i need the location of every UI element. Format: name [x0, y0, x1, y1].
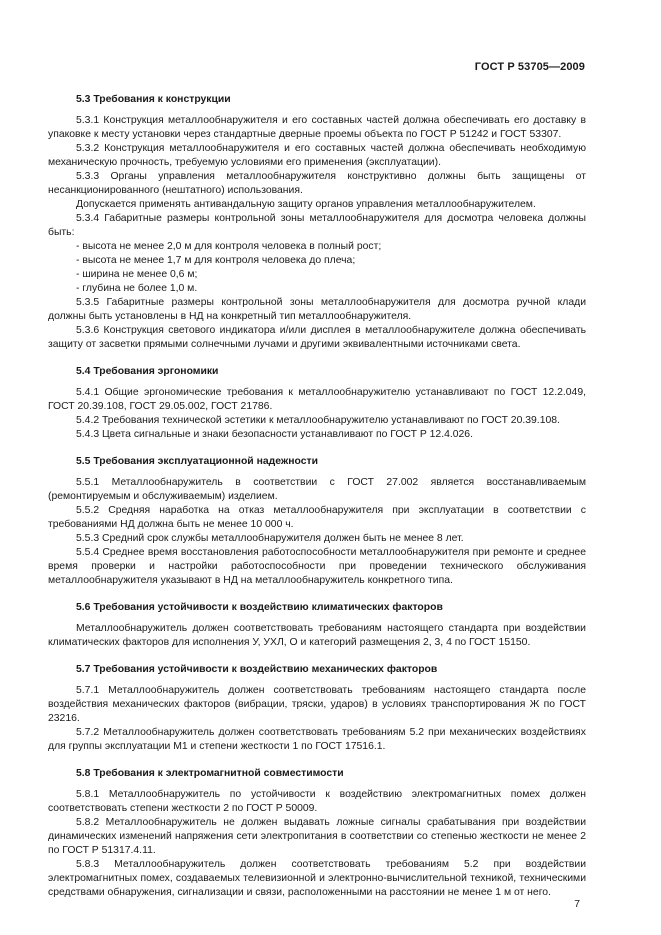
page-number: 7: [574, 899, 580, 910]
paragraph: 5.3.3 Органы управления металлообнаружителя конструктивно должны быть защищены от несанкционированного (нештатного) использования.: [48, 171, 586, 196]
paragraph: 5.5.2 Средняя наработка на отказ металлообнаружителя при эксплуатации в соответствии с требованиями НД должна быть не менее 10 000 ч.: [48, 505, 586, 530]
paragraph: 5.4.3 Цвета сигнальные и знаки безопасности устанавливают по ГОСТ Р 12.4.026.: [76, 429, 473, 440]
paragraph: 5.8.3 Металлообнаружитель должен соответствовать требованиям 5.2 при воздействии электромагнитных помех, создаваемых телевизионной и электронно-вычислительной техникой, техническими средствами обнаружения, сигнализации и связи, расположенными на расстоянии не менее 1 м от него.: [48, 859, 586, 898]
list-item: - ширина не менее 0,6 м;: [76, 269, 198, 280]
paragraph: 5.8.2 Металлообнаружитель не должен выдавать ложные сигналы срабатывания при воздействии динамических изменений напряжения сети электропитания в соответствии со степенью жесткости не менее 2 по ГОСТ Р 51317.4.11.: [48, 817, 586, 856]
paragraph: 5.4.2 Требования технической эстетики к металлообнаружителю устанавливают по ГОСТ 20.39.108.: [76, 415, 560, 426]
list-item: - высота не менее 1,7 м для контроля человека до плеча;: [76, 255, 356, 266]
paragraph: 5.8.1 Металлообнаружитель по устойчивости к воздействию электромагнитных помех должен соответствовать степени жесткости 2 по ГОСТ Р 50009.: [48, 789, 586, 814]
section-heading: 5.5 Требования эксплуатационной надежности: [76, 456, 318, 467]
paragraph: 5.7.1 Металлообнаружитель должен соответствовать требованиям настоящего стандарта после воздействия механических факторов (вибрации, тряски, ударов) в условиях транспортирования Ж по ГОСТ 23216.: [48, 685, 586, 724]
section-heading: 5.7 Требования устойчивости к воздействию механических факторов: [76, 664, 438, 675]
section: [48, 601, 586, 650]
paragraph: 5.4.1 Общие эргономические требования к металлообнаружителю устанавливают по ГОСТ 12.2.049, ГОСТ 20.39.108, ГОСТ 29.05.002, ГОСТ 21786.: [48, 387, 586, 412]
document-code: ГОСТ Р 53705—2009: [474, 61, 585, 73]
section: [48, 663, 586, 754]
paragraph: 5.3.2 Конструкция металлообнаружителя и его составных частей должна обеспечивать необходимую механическую прочность, требуемую условиями его применения (эксплуатации).: [48, 143, 586, 168]
paragraph: 5.3.6 Конструкция светового индикатора и/или дисплея в металлообнаружителе должна обеспечивать защиту от засветки прямыми солнечными лучами и другими эквивалентными источниками света.: [48, 325, 586, 350]
section-heading: 5.6 Требования устойчивости к воздействию климатических факторов: [76, 602, 443, 613]
paragraph: 5.5.3 Средний срок службы металлообнаружителя должен быть не менее 8 лет.: [76, 533, 464, 544]
section-heading: 5.3 Требования к конструкции: [76, 94, 231, 105]
paragraph: 5.3.4 Габаритные размеры контрольной зоны металлообнаружителя для досмотра человека должны быть:: [48, 213, 586, 238]
paragraph: 5.3.1 Конструкция металлообнаружителя и его составных частей должна обеспечивать его доставку в упаковке к месту установки через стандартные дверные проемы объекта по ГОСТ Р 51242 и ГОСТ 53307.: [48, 115, 586, 140]
section: [48, 365, 586, 442]
paragraph: Металлообнаружитель должен соответствовать требованиям настоящего стандарта при воздействии климатических факторов для исполнения У, УХЛ, О и категорий размещения 2, 3, 4 по ГОСТ 15150.: [48, 623, 586, 648]
paragraph: 5.3.5 Габаритные размеры контрольной зоны металлообнаружителя для досмотра ручной клади должны быть установлены в НД на конкретный тип металлообнаружителя.: [48, 297, 586, 322]
paragraph: 5.5.1 Металлообнаружитель в соответствии с ГОСТ 27.002 является восстанавливаемым (ремонтируемым и обслуживаемым) изделием.: [48, 477, 586, 502]
list-item: - глубина не более 1,0 м.: [76, 283, 198, 294]
section: [48, 455, 586, 588]
paragraph: Допускается применять антивандальную защиту органов управления металлообнаружителем.: [76, 199, 536, 210]
paragraph: 5.7.2 Металлообнаружитель должен соответствовать требованиям 5.2 при механических воздействиях для группы эксплуатации М1 и степени жесткости 1 по ГОСТ 17516.1.: [48, 727, 586, 752]
section-heading: 5.8 Требования к электромагнитной совместимости: [76, 768, 344, 779]
paragraph: 5.5.4 Среднее время восстановления работоспособности металлообнаружителя при ремонте и среднее время проверки и настройки работоспособности при проведении технического обслуживания металлообнаружителя указывают в НД на металлообнаружитель конкретного типа.: [48, 547, 586, 586]
section: [48, 93, 586, 352]
section: [48, 767, 586, 900]
section-heading: 5.4 Требования эргономики: [76, 366, 219, 377]
list-item: - высота не менее 2,0 м для контроля человека в полный рост;: [76, 241, 382, 252]
document-body: [48, 93, 586, 913]
